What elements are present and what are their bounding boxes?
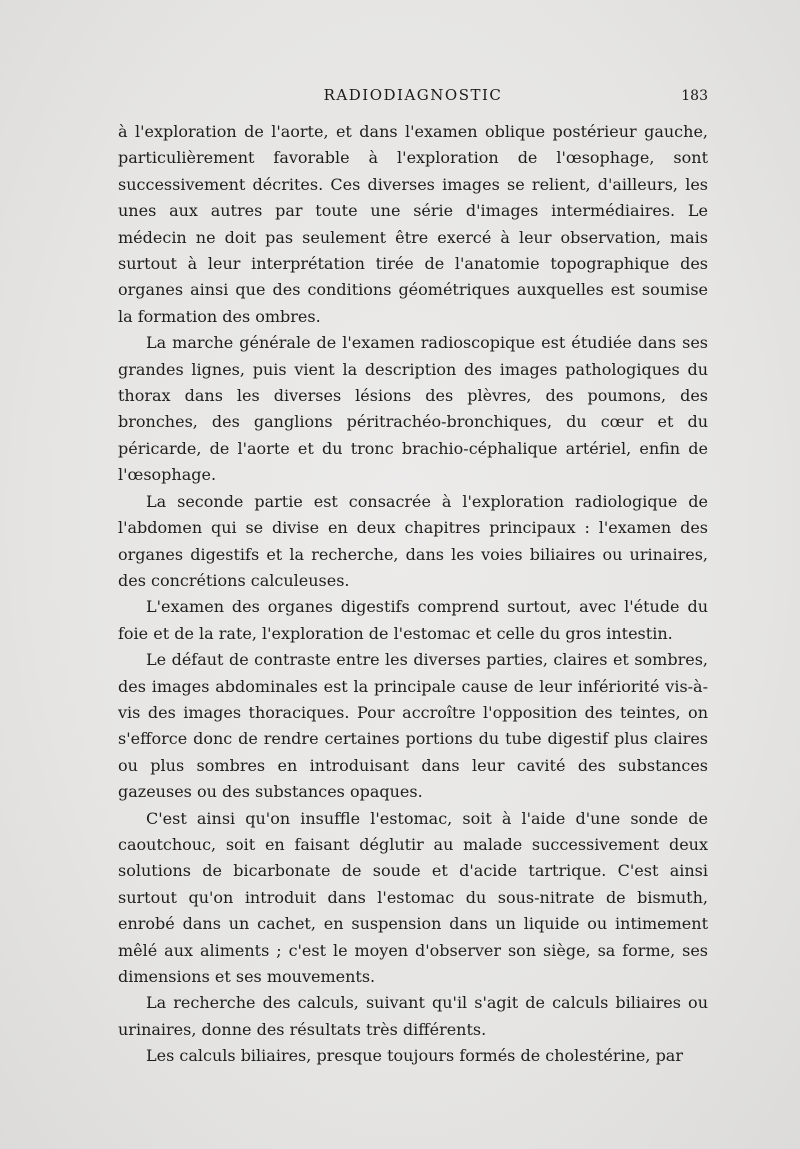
paragraph: La recherche des calculs, suivant qu'il s'agit de calculs biliaires ou urinaires, donne des résultats très différents. [118, 993, 708, 1039]
running-title: RADIODIAGNOSTIC [323, 86, 503, 104]
paragraph: Le défaut de contraste entre les diverses parties, claires et sombres, des images abdominales est la principale cause de leur infériorité vis-à-vis des images thoraciques. Pour accroître l'opposition des teintes, on s'efforce donc de rendre certaines portions du tube digestif plus claires ou plus sombres en introduisant dans leur cavité des substances gazeuses ou des substances opaques. [118, 650, 708, 802]
page-number: 183 [681, 88, 708, 104]
paragraph: L'examen des organes digestifs comprend surtout, avec l'étude du foie et de la rate, l'exploration de l'estomac et celle du gros intestin. [118, 597, 708, 643]
paragraph-continuation: à l'exploration de l'aorte, et dans l'examen oblique postérieur gauche, particulièrement favorable à l'exploration de l'œsophage, sont successivement décrites. Ces diverses images se relient, d'ailleurs, les unes aux autres par toute une série d'images intermédiaires. Le médecin ne doit pas seulement être exercé à leur observation, mais surtout à leur interprétation tirée de l'anatomie topographique des organes ainsi que des conditions géométriques auxquelles est soumise la formation des ombres. [118, 122, 708, 326]
paragraph: La seconde partie est consacrée à l'exploration radiologique de l'abdomen qui se divise en deux chapitres principaux : l'examen des organes digestifs et la recherche, dans les voies biliaires ou urinaires, des concrétions calculeuses. [118, 491, 708, 590]
page-header [118, 86, 708, 108]
paragraph: C'est ainsi qu'on insuffle l'estomac, soit à l'aide d'une sonde de caoutchouc, soit en faisant déglutir au malade successivement deux solutions de bicarbonate de soude et d'acide tartrique. C'est ainsi surtout qu'on introduit dans l'estomac du sous-nitrate de bismuth, enrobé dans un cachet, en suspension dans un liquide ou intimement mêlé aux aliments ; c'est le moyen d'observer son siège, sa forme, ses dimensions et ses mouvements. [118, 808, 708, 986]
paragraph-last: Les calculs biliaires, presque toujours formés de cholestérine, par [146, 1046, 683, 1066]
body-text [118, 119, 708, 1070]
paragraph: La marche générale de l'examen radioscopique est étudiée dans ses grandes lignes, puis vient la description des images pathologiques du thorax dans les diverses lésions des plèvres, des poumons, des bronches, des ganglions péritrachéo-bronchiques, du cœur et du péricarde, de l'aorte et du tronc brachio-céphalique artériel, enfin de l'œsophage. [118, 333, 708, 485]
